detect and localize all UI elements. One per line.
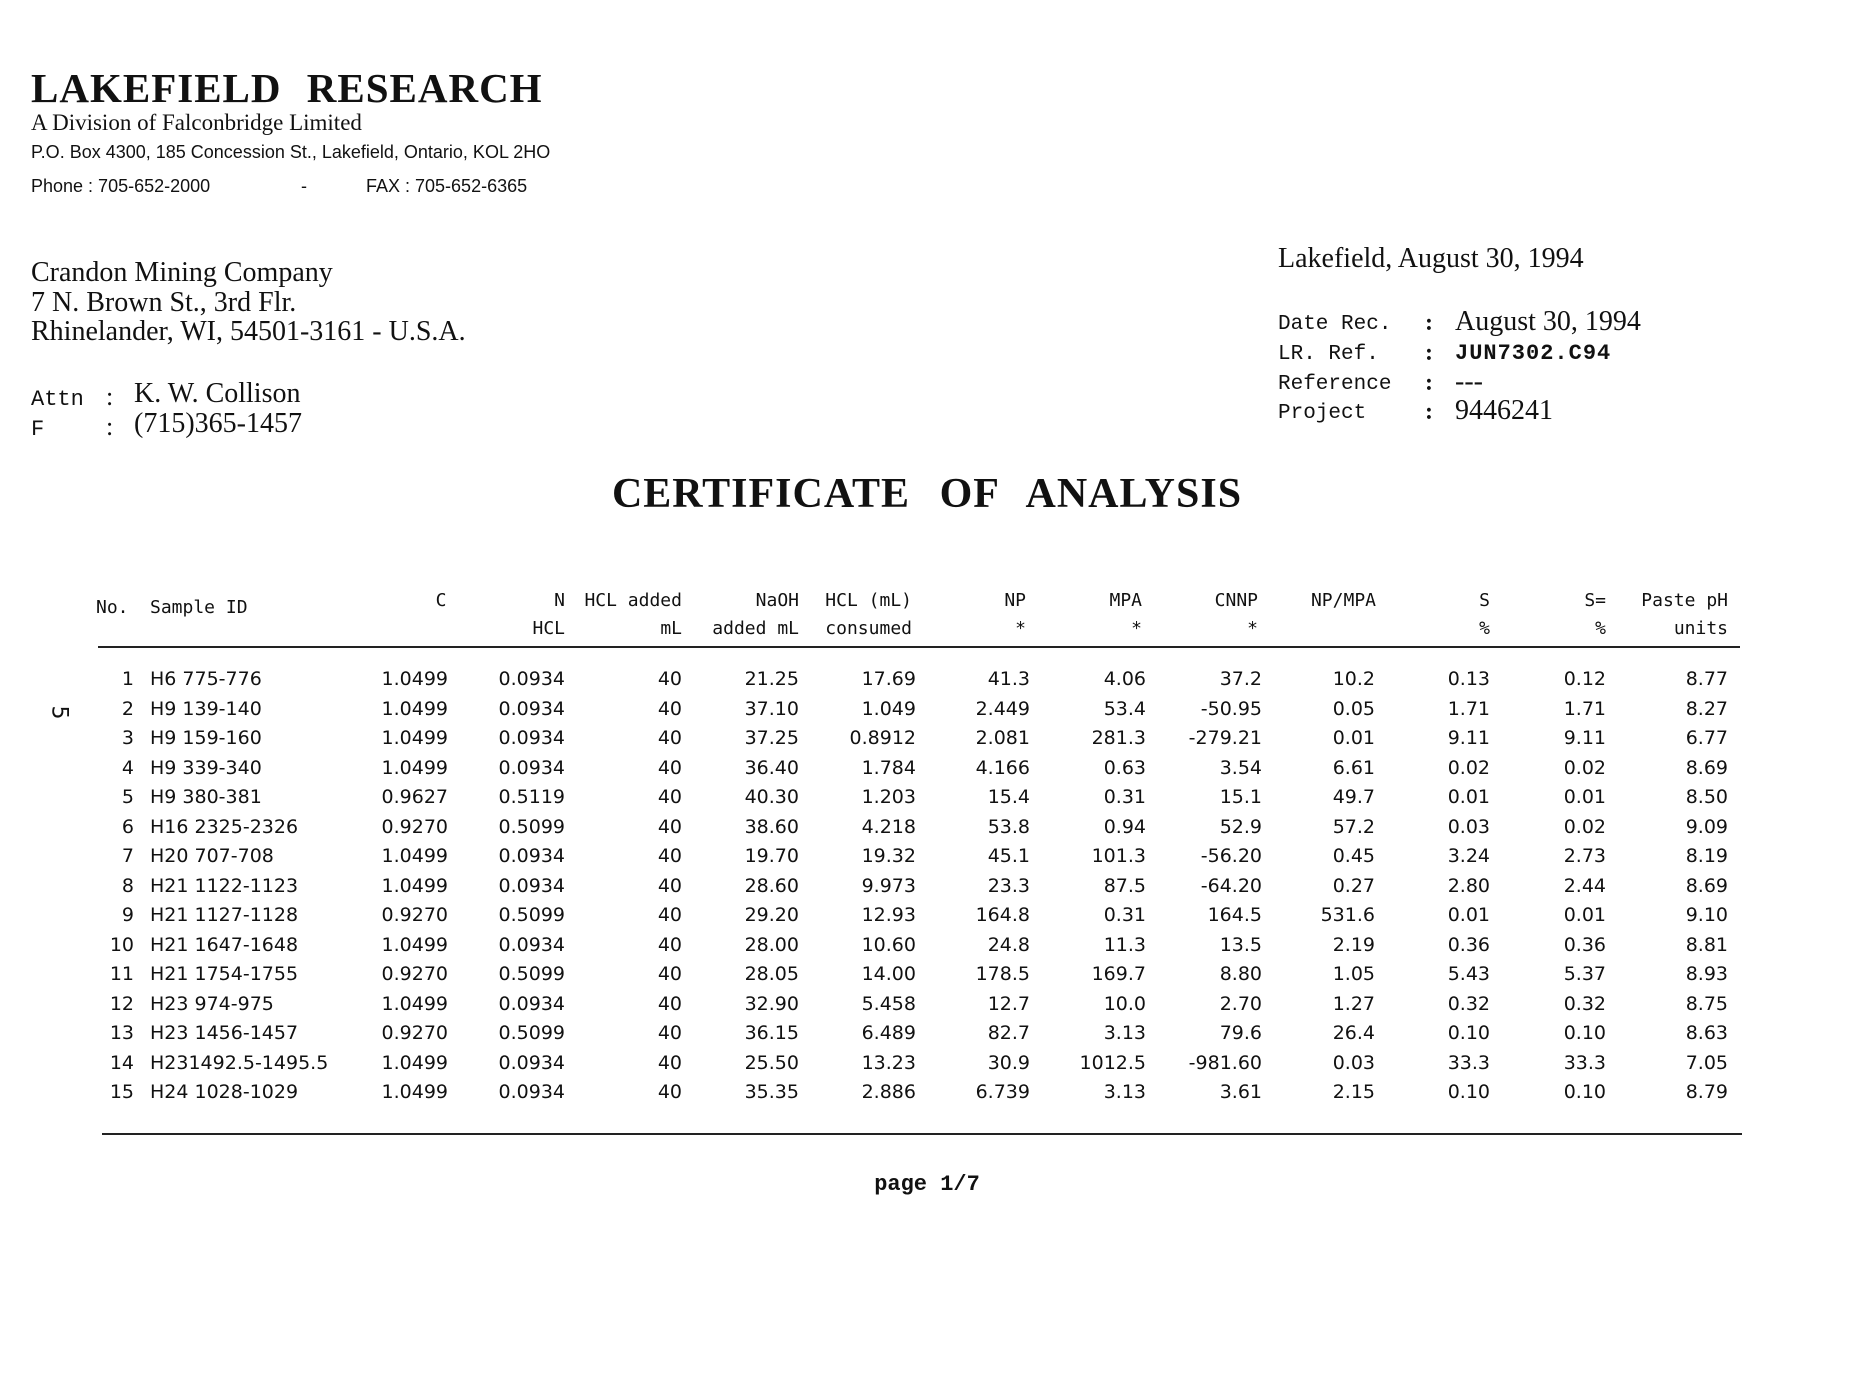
cell-c: 1.0499 (381, 1051, 448, 1074)
column-header-naoh-added: NaOH (755, 590, 799, 611)
column-header-no: No. (96, 597, 129, 618)
cell-cnnp: -981.60 (1188, 1051, 1262, 1074)
cell-mpa: 10.0 (1103, 992, 1146, 1015)
document-title: CERTIFICATE OF ANALYSIS (611, 471, 1243, 517)
cell-s: 2.80 (1447, 874, 1490, 897)
cell-np-mpa: 0.45 (1332, 845, 1375, 867)
cell-hcl-consumed: 17.69 (861, 668, 916, 690)
cell-naoh-added: 40.30 (744, 786, 799, 808)
cell-mpa: 3.13 (1103, 1022, 1146, 1044)
cell-np: 15.4 (987, 786, 1030, 808)
cell-cnnp: -279.21 (1188, 727, 1262, 749)
cell-cnnp: -50.95 (1200, 697, 1262, 720)
cell-mpa: 101.3 (1091, 845, 1146, 867)
column-header-hcl-added: mL (660, 618, 682, 639)
cell-c: 0.9270 (381, 904, 448, 926)
cell-n-hcl: 0.0934 (498, 697, 565, 720)
cell-cnnp: 15.1 (1219, 786, 1262, 808)
column-header-sample-id: Sample ID (150, 597, 248, 618)
cell-no: 1 (121, 668, 134, 690)
reference-colon: : (1425, 399, 1433, 425)
cell-hcl-consumed: 19.32 (861, 845, 916, 867)
cell-s-sulfide: 0.02 (1563, 756, 1606, 779)
cell-s: 5.43 (1447, 963, 1490, 985)
cell-s: 0.32 (1447, 992, 1490, 1015)
cell-n-hcl: 0.0934 (498, 992, 565, 1015)
cell-np: 53.8 (987, 815, 1030, 838)
cell-np: 30.9 (987, 1051, 1030, 1074)
cell-c: 1.0499 (381, 992, 448, 1015)
cell-c: 0.9627 (381, 786, 448, 808)
cell-paste-ph: 8.81 (1685, 933, 1728, 956)
cell-np-mpa: 6.61 (1332, 756, 1375, 779)
reference-label: Project (1278, 402, 1367, 425)
cell-no: 5 (121, 786, 134, 808)
fax-label: F (31, 417, 45, 442)
cell-mpa: 0.94 (1103, 815, 1146, 838)
cell-naoh-added: 37.25 (744, 727, 799, 749)
column-header-mpa: * (1131, 618, 1142, 639)
cell-s: 1.71 (1447, 697, 1490, 720)
cell-n-hcl: 0.5099 (498, 963, 565, 985)
cell-no: 6 (121, 815, 134, 838)
cell-hcl-consumed: 1.784 (861, 756, 916, 779)
cell-mpa: 87.5 (1103, 874, 1146, 897)
cell-c: 1.0499 (381, 727, 448, 749)
cell-mpa: 0.31 (1103, 786, 1146, 808)
cell-hcl-added: 40 (657, 1081, 682, 1103)
cell-c: 1.0499 (381, 697, 448, 720)
cell-np: 178.5 (975, 963, 1030, 985)
cell-s: 33.3 (1447, 1051, 1490, 1074)
cell-c: 0.9270 (381, 815, 448, 838)
cell-hcl-consumed: 5.458 (861, 992, 916, 1015)
cell-hcl-added: 40 (657, 904, 682, 926)
cell-s-sulfide: 0.12 (1563, 668, 1606, 690)
column-header-mpa: MPA (1109, 590, 1142, 611)
cell-mpa: 0.63 (1103, 756, 1146, 779)
cell-sample-id: H9 339-340 (150, 756, 262, 779)
cell-cnnp: 13.5 (1219, 933, 1262, 956)
cell-no: 9 (121, 904, 134, 926)
footer-rule (102, 1133, 1742, 1135)
cell-s-sulfide: 0.01 (1563, 904, 1606, 926)
cell-cnnp: 2.70 (1219, 992, 1262, 1015)
reference-colon: : (1425, 340, 1433, 366)
cell-s: 0.10 (1447, 1022, 1490, 1044)
cell-mpa: 0.31 (1103, 904, 1146, 926)
cell-hcl-consumed: 13.23 (861, 1051, 916, 1074)
cell-mpa: 4.06 (1103, 668, 1146, 690)
cell-paste-ph: 8.79 (1685, 1081, 1728, 1103)
cell-np: 45.1 (987, 845, 1030, 867)
cell-sample-id: H16 2325-2326 (150, 815, 299, 838)
cell-c: 1.0499 (381, 845, 448, 867)
cell-mpa: 1012.5 (1079, 1051, 1146, 1074)
cell-mpa: 169.7 (1091, 963, 1146, 985)
cell-paste-ph: 8.69 (1685, 874, 1728, 897)
cell-mpa: 11.3 (1103, 933, 1146, 956)
cell-hcl-consumed: 1.203 (861, 786, 916, 808)
company-contact (31, 176, 528, 197)
cell-np-mpa: 2.15 (1332, 1081, 1375, 1103)
cell-n-hcl: 0.0934 (498, 756, 565, 779)
cell-paste-ph: 7.05 (1685, 1051, 1728, 1074)
cell-hcl-added: 40 (657, 668, 682, 690)
cell-np-mpa: 57.2 (1332, 815, 1375, 838)
margin-mark: 5 (46, 705, 72, 720)
cell-s: 0.10 (1447, 1081, 1490, 1103)
fax-number: FAX : 705-652-6365 (366, 176, 528, 196)
cell-np: 41.3 (987, 668, 1030, 690)
cell-cnnp: 164.5 (1207, 904, 1262, 926)
cell-no: 2 (121, 697, 134, 720)
cell-sample-id: H20 707-708 (150, 845, 274, 867)
cell-s: 0.02 (1447, 756, 1490, 779)
column-header-s-sulfide: S= (1584, 590, 1606, 611)
cell-np-mpa: 1.27 (1332, 992, 1375, 1015)
cell-hcl-consumed: 12.93 (861, 904, 916, 926)
cell-s: 0.13 (1447, 668, 1490, 690)
cell-naoh-added: 19.70 (744, 845, 799, 867)
cell-np-mpa: 2.19 (1332, 933, 1375, 956)
cell-sample-id: H23 974-975 (150, 992, 274, 1015)
column-header-np: * (1015, 618, 1026, 639)
cell-s-sulfide: 2.73 (1563, 845, 1606, 867)
cell-n-hcl: 0.5099 (498, 904, 565, 926)
cell-hcl-added: 40 (657, 963, 682, 985)
cell-hcl-added: 40 (657, 874, 682, 897)
phone-number: Phone : 705-652-2000 (31, 176, 211, 196)
cell-naoh-added: 28.05 (744, 963, 799, 985)
cell-sample-id: H23 1456-1457 (150, 1022, 299, 1044)
cell-hcl-added: 40 (657, 727, 682, 749)
column-header-s: % (1479, 618, 1490, 639)
cell-hcl-consumed: 4.218 (861, 815, 916, 838)
cell-s: 3.24 (1447, 845, 1490, 867)
cell-s-sulfide: 0.10 (1563, 1022, 1606, 1044)
cell-np: 4.166 (975, 756, 1030, 779)
fax-colon: : (106, 412, 114, 441)
column-header-c: C (435, 590, 447, 611)
cell-n-hcl: 0.0934 (498, 727, 565, 749)
cell-naoh-added: 32.90 (744, 992, 799, 1015)
cell-np: 12.7 (987, 992, 1030, 1015)
column-header-naoh-added: added mL (712, 618, 799, 639)
cell-sample-id: H6 775-776 (150, 668, 262, 690)
reference-value: JUN7302.C94 (1455, 341, 1612, 366)
attn-value: K. W. Collison (134, 378, 301, 409)
column-header-n-hcl: HCL (532, 618, 565, 639)
cell-naoh-added: 36.15 (744, 1022, 799, 1044)
cell-hcl-consumed: 2.886 (861, 1081, 916, 1103)
cell-s-sulfide: 0.32 (1563, 992, 1606, 1015)
recipient-city: Rhinelander, WI, 54501-3161 - U.S.A. (31, 316, 466, 347)
cell-n-hcl: 0.0934 (498, 668, 565, 690)
cell-s: 0.01 (1447, 786, 1490, 808)
contact-separator: - (301, 176, 307, 196)
cell-n-hcl: 0.0934 (498, 845, 565, 867)
cell-naoh-added: 25.50 (744, 1051, 799, 1074)
cell-paste-ph: 8.69 (1685, 756, 1728, 779)
company-division: A Division of Falconbridge Limited (31, 110, 362, 135)
company-address: P.O. Box 4300, 185 Concession St., Lakefield, Ontario, KOL 2HO (31, 142, 551, 162)
cell-paste-ph: 8.93 (1685, 963, 1728, 985)
recipient-name: Crandon Mining Company (31, 257, 333, 288)
cell-np: 2.081 (975, 727, 1030, 749)
cell-naoh-added: 21.25 (744, 668, 799, 690)
cell-hcl-added: 40 (657, 845, 682, 867)
cell-sample-id: H9 380-381 (150, 786, 262, 808)
cell-np-mpa: 0.01 (1332, 727, 1375, 749)
cell-mpa: 281.3 (1091, 727, 1146, 749)
cell-paste-ph: 9.10 (1685, 904, 1728, 926)
recipient-fax: (715)365-1457 (134, 408, 302, 439)
cell-s-sulfide: 0.01 (1563, 786, 1606, 808)
cell-hcl-consumed: 0.8912 (849, 727, 916, 749)
cell-hcl-consumed: 10.60 (861, 933, 916, 956)
company-name: LAKEFIELD RESEARCH (31, 65, 543, 111)
cell-np: 2.449 (975, 697, 1030, 720)
cell-cnnp: 52.9 (1219, 815, 1262, 838)
cell-sample-id: H21 1754-1755 (150, 963, 299, 985)
cell-paste-ph: 8.27 (1685, 697, 1728, 720)
cell-no: 4 (121, 756, 134, 779)
column-header-hcl-consumed: consumed (825, 618, 912, 639)
cell-hcl-added: 40 (657, 697, 682, 720)
cell-no: 15 (109, 1081, 134, 1103)
reference-value: --- (1455, 366, 1483, 397)
cell-cnnp: -64.20 (1200, 874, 1262, 897)
cell-c: 1.0499 (381, 756, 448, 779)
header-rule (98, 646, 1740, 648)
cell-n-hcl: 0.0934 (498, 1051, 565, 1074)
reference-colon: : (1425, 310, 1433, 336)
cell-c: 1.0499 (381, 933, 448, 956)
cell-sample-id: H21 1647-1648 (150, 933, 299, 956)
cell-cnnp: 37.2 (1219, 668, 1262, 690)
cell-c: 1.0499 (381, 1081, 448, 1103)
cell-hcl-consumed: 6.489 (861, 1022, 916, 1044)
cell-hcl-consumed: 9.973 (861, 874, 916, 897)
cell-np: 164.8 (975, 904, 1030, 926)
cell-c: 0.9270 (381, 1022, 448, 1044)
cell-n-hcl: 0.0934 (498, 933, 565, 956)
column-header-n-hcl: N (554, 590, 565, 611)
cell-naoh-added: 37.10 (744, 697, 799, 720)
cell-hcl-added: 40 (657, 1022, 682, 1044)
cell-s-sulfide: 1.71 (1563, 697, 1606, 720)
cell-sample-id: H9 139-140 (150, 697, 262, 720)
cell-s: 0.01 (1447, 904, 1490, 926)
cell-np: 24.8 (987, 933, 1030, 956)
reference-label: LR. Ref. (1278, 343, 1379, 366)
cell-sample-id: H24 1028-1029 (150, 1081, 299, 1103)
cell-no: 11 (109, 963, 134, 985)
cell-naoh-added: 29.20 (744, 904, 799, 926)
column-header-paste-ph: Paste pH (1641, 590, 1728, 611)
cell-cnnp: 3.61 (1219, 1081, 1262, 1103)
cell-paste-ph: 8.75 (1685, 992, 1728, 1015)
reference-value: 9446241 (1455, 395, 1553, 426)
column-header-hcl-added: HCL added (584, 590, 682, 611)
column-header-np-mpa: NP/MPA (1310, 590, 1376, 611)
cell-sample-id: H21 1127-1128 (150, 904, 299, 926)
column-header-np: NP (1004, 590, 1026, 611)
attn-colon: : (106, 382, 114, 411)
cell-sample-id: H21 1122-1123 (150, 874, 299, 897)
cell-n-hcl: 0.0934 (498, 1081, 565, 1103)
cell-naoh-added: 28.00 (744, 933, 799, 956)
cell-hcl-added: 40 (657, 786, 682, 808)
cell-hcl-added: 40 (657, 933, 682, 956)
cell-n-hcl: 0.5119 (498, 786, 565, 808)
cell-s-sulfide: 33.3 (1563, 1051, 1606, 1074)
cell-cnnp: 3.54 (1219, 756, 1262, 779)
cell-s: 9.11 (1447, 727, 1490, 749)
attn-label: Attn (31, 387, 84, 412)
cell-n-hcl: 0.5099 (498, 1022, 565, 1044)
cell-np: 6.739 (975, 1081, 1030, 1103)
cell-cnnp: 79.6 (1219, 1022, 1262, 1044)
recipient-street: 7 N. Brown St., 3rd Flr. (31, 287, 297, 318)
cell-no: 14 (109, 1051, 134, 1074)
column-header-cnnp: * (1247, 618, 1258, 639)
cell-hcl-added: 40 (657, 815, 682, 838)
cell-no: 7 (121, 845, 134, 867)
cell-np-mpa: 26.4 (1332, 1022, 1375, 1044)
cell-mpa: 3.13 (1103, 1081, 1146, 1103)
cell-s-sulfide: 5.37 (1563, 963, 1606, 985)
cell-hcl-added: 40 (657, 756, 682, 779)
cell-s: 0.36 (1447, 933, 1490, 956)
cell-s-sulfide: 0.10 (1563, 1081, 1606, 1103)
cell-np: 23.3 (987, 874, 1030, 897)
cell-hcl-consumed: 14.00 (861, 963, 916, 985)
cell-sample-id: H9 159-160 (150, 727, 262, 749)
cell-cnnp: 8.80 (1219, 963, 1262, 985)
cell-hcl-added: 40 (657, 1051, 682, 1074)
cell-paste-ph: 9.09 (1685, 815, 1728, 838)
column-header-cnnp: CNNP (1214, 590, 1258, 611)
cell-np-mpa: 1.05 (1332, 963, 1375, 985)
cell-s-sulfide: 0.02 (1563, 815, 1606, 838)
cell-hcl-consumed: 1.049 (861, 697, 916, 720)
cell-np-mpa: 531.6 (1320, 904, 1375, 926)
cell-n-hcl: 0.5099 (498, 815, 565, 838)
cell-n-hcl: 0.0934 (498, 874, 565, 897)
cell-no: 13 (109, 1022, 134, 1044)
cell-naoh-added: 35.35 (744, 1081, 799, 1103)
cell-paste-ph: 8.63 (1685, 1022, 1728, 1044)
cell-np-mpa: 0.03 (1332, 1051, 1375, 1074)
cell-no: 12 (109, 992, 134, 1015)
cell-paste-ph: 6.77 (1685, 727, 1728, 749)
cell-paste-ph: 8.19 (1685, 845, 1728, 867)
cell-sample-id: H231492.5-1495.5 (150, 1051, 329, 1074)
cell-np-mpa: 0.05 (1332, 697, 1375, 720)
cell-cnnp: -56.20 (1200, 845, 1262, 867)
cell-mpa: 53.4 (1103, 697, 1146, 720)
page-number: page 1/7 (874, 1172, 980, 1197)
reference-colon: : (1425, 370, 1433, 396)
cell-no: 3 (121, 727, 134, 749)
cell-s-sulfide: 9.11 (1563, 727, 1606, 749)
column-header-hcl-consumed: HCL (mL) (825, 590, 912, 611)
cell-paste-ph: 8.77 (1685, 668, 1728, 690)
cell-c: 0.9270 (381, 963, 448, 985)
cell-np-mpa: 49.7 (1332, 786, 1375, 808)
cell-naoh-added: 36.40 (744, 756, 799, 779)
cell-np-mpa: 0.27 (1332, 874, 1375, 897)
reference-label: Date Rec. (1278, 313, 1392, 336)
cell-naoh-added: 38.60 (744, 815, 799, 838)
cell-no: 10 (109, 933, 134, 956)
column-header-s-sulfide: % (1595, 618, 1606, 639)
column-header-paste-ph: units (1673, 618, 1728, 639)
cell-c: 1.0499 (381, 668, 448, 690)
cell-s: 0.03 (1447, 815, 1490, 838)
reference-value: August 30, 1994 (1455, 306, 1641, 337)
cell-np: 82.7 (987, 1022, 1030, 1044)
cell-s-sulfide: 2.44 (1563, 874, 1606, 897)
cell-paste-ph: 8.50 (1685, 786, 1728, 808)
cell-hcl-added: 40 (657, 992, 682, 1015)
column-header-s: S (1479, 590, 1490, 611)
cell-naoh-added: 28.60 (744, 874, 799, 897)
reference-label: Reference (1278, 373, 1392, 396)
cell-no: 8 (121, 874, 134, 897)
cell-c: 1.0499 (381, 874, 448, 897)
cell-s-sulfide: 0.36 (1563, 933, 1606, 956)
cell-np-mpa: 10.2 (1332, 668, 1375, 690)
place-date: Lakefield, August 30, 1994 (1278, 243, 1584, 274)
